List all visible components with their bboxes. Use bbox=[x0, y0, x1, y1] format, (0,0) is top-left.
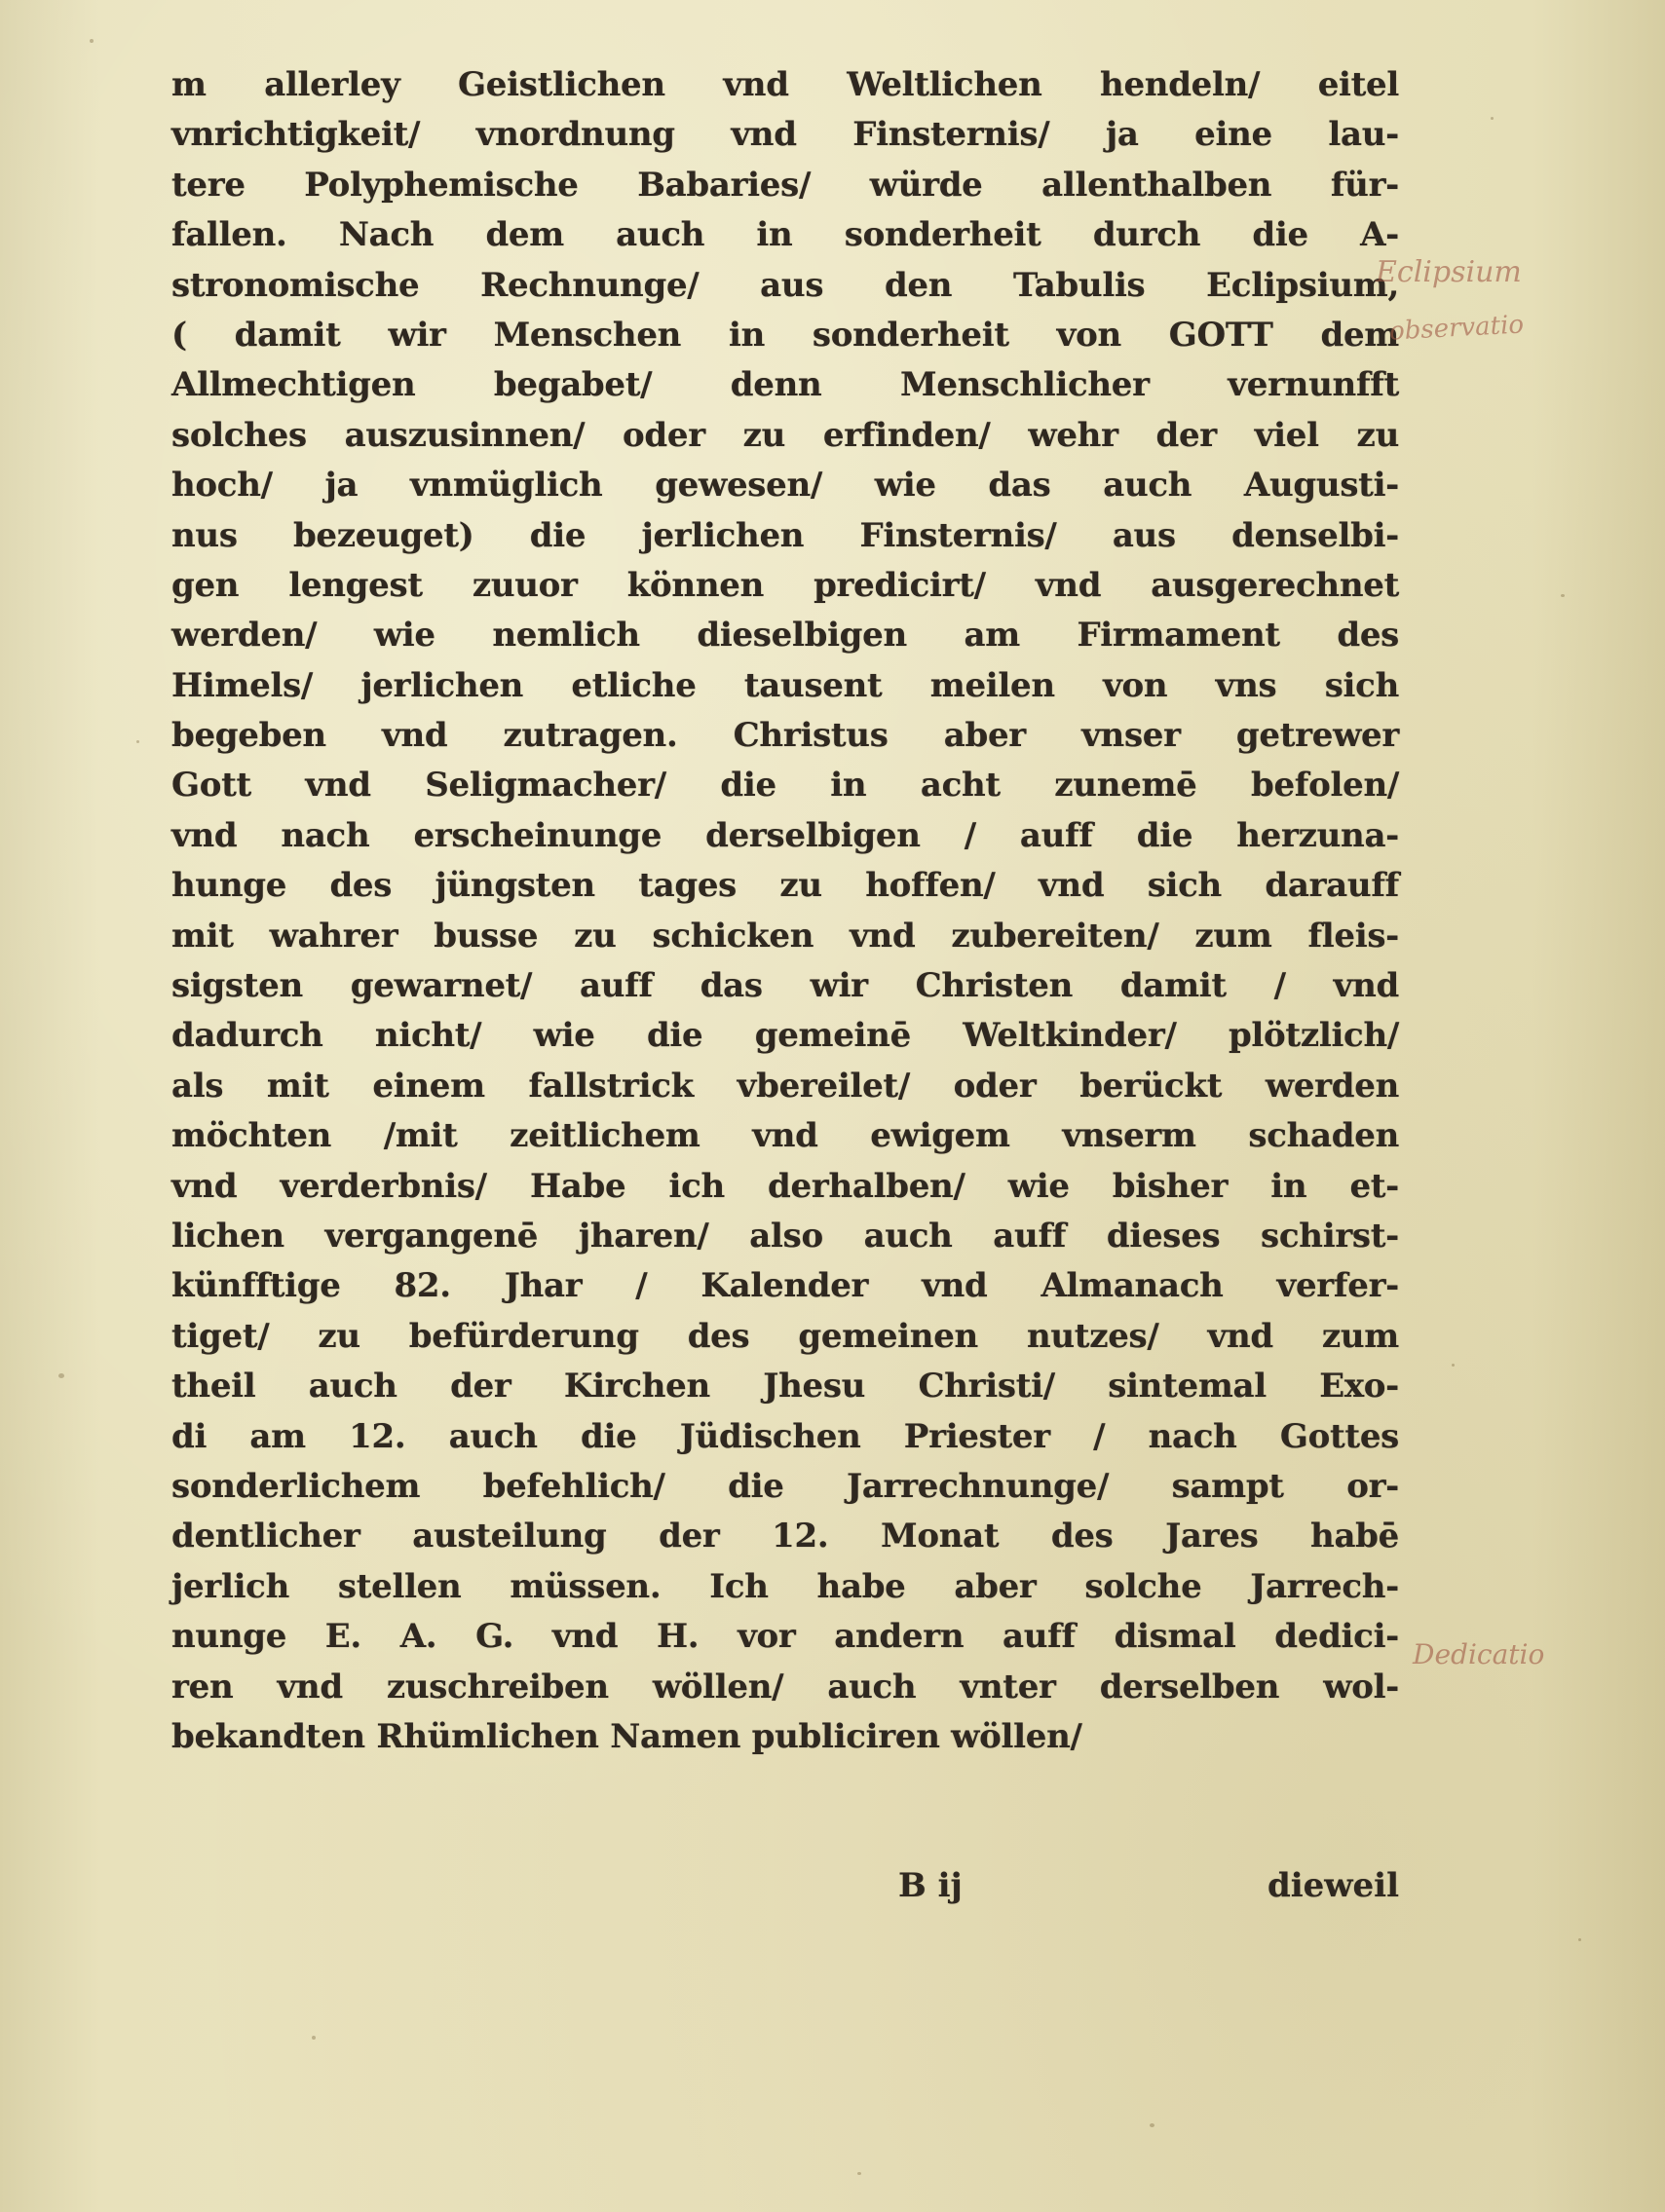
text-line: Himels/ jerlichen etliche tausent meilen von vns sich bbox=[171, 665, 1399, 705]
text-line: möchten /mit zeitlichem vnd ewigem vnserm schaden bbox=[171, 1116, 1399, 1156]
text-line: lichen vergangenē jharen/ also auch auff dieses schirst- bbox=[171, 1216, 1399, 1256]
marginal-note: Dedicatio bbox=[1413, 1638, 1545, 1670]
text-line: nunge E. A. G. vnd H. vor andern auff dismal dedici- bbox=[171, 1617, 1399, 1657]
page-footer bbox=[171, 1860, 1399, 1911]
paper-speck bbox=[312, 2036, 316, 2040]
text-line: nus bezeuget) die jerlichen Finsternis/ aus denselbi- bbox=[171, 515, 1399, 555]
text-line: vnrichtigkeit/ vnordnung vnd Finsternis/ ja eine lau- bbox=[171, 115, 1399, 155]
paper-speck bbox=[58, 1373, 64, 1378]
text-line: vnd nach erscheinunge derselbigen / auff die herzuna- bbox=[171, 815, 1399, 855]
text-line: ren vnd zuschreiben wöllen/ auch vnter derselben wol- bbox=[171, 1667, 1399, 1706]
marginal-note: Eclipsium bbox=[1376, 255, 1522, 289]
text-line: hunge des jüngsten tages zu hoffen/ vnd sich darauff bbox=[171, 866, 1399, 906]
text-line: vnd verderbnis/ Habe ich derhalben/ wie bisher in et- bbox=[171, 1166, 1399, 1206]
text-line: als mit einem fallstrick vbereilet/ oder berückt werden bbox=[171, 1066, 1399, 1106]
text-line: gen lengest zuuor können predicirt/ vnd ausgerechnet bbox=[171, 565, 1399, 605]
text-line: hoch/ ja vnmüglich gewesen/ wie das auch Augusti- bbox=[171, 466, 1399, 506]
paper-speck bbox=[90, 39, 94, 43]
text-line: jerlich stellen müssen. Ich habe aber solche Jarrech- bbox=[171, 1566, 1399, 1606]
text-line: di am 12. auch die Jüdischen Priester / nach Gottes bbox=[171, 1416, 1399, 1456]
text-line: Gott vnd Seligmacher/ die in acht zunemē befolen/ bbox=[171, 766, 1399, 806]
paper-speck bbox=[1150, 2123, 1154, 2127]
text-line: fallen. Nach dem auch in sonderheit durch die A- bbox=[171, 215, 1399, 255]
signature-mark: B ij bbox=[898, 1866, 963, 1905]
catchword: dieweil bbox=[1267, 1866, 1399, 1905]
text-line: theil auch der Kirchen Jhesu Christi/ sintemal Exo- bbox=[171, 1367, 1399, 1406]
paper-speck bbox=[1578, 1938, 1581, 1941]
text-line: m allerley Geistlichen vnd Weltlichen hendeln/ eitel bbox=[171, 65, 1399, 104]
text-line: tere Polyphemische Babaries/ würde allenthalben für- bbox=[171, 165, 1399, 205]
text-line: sigsten gewarnet/ auff das wir Christen damit / vnd bbox=[171, 966, 1399, 1006]
paper-speck bbox=[857, 2172, 861, 2175]
paper-speck bbox=[136, 740, 139, 743]
text-line: Allmechtigen begabet/ denn Menschlicher vernunfft bbox=[171, 365, 1399, 405]
text-line: künfftige 82. Jhar / Kalender vnd Almanach verfer- bbox=[171, 1266, 1399, 1306]
text-line: tiget/ zu befürderung des gemeinen nutzes/ vnd zum bbox=[171, 1316, 1399, 1356]
text-line: stronomische Rechnunge/ aus den Tabulis Eclipsium, bbox=[171, 265, 1399, 305]
text-line: werden/ wie nemlich dieselbigen am Firmament des bbox=[171, 616, 1399, 656]
text-line: ( damit wir Menschen in sonderheit von GOTT dem bbox=[171, 315, 1399, 355]
text-line: begeben vnd zutragen. Christus aber vnser getrewer bbox=[171, 716, 1399, 756]
marginal-note: observatio bbox=[1388, 310, 1525, 347]
text-line: bekandten Rhümlichen Namen publiciren wöllen/ bbox=[171, 1716, 1082, 1756]
body-text bbox=[171, 60, 1399, 1762]
text-line: dentlicher austeilung der 12. Monat des Jares habē bbox=[171, 1517, 1399, 1556]
text-line: solches auszusinnen/ oder zu erfinden/ wehr der viel zu bbox=[171, 415, 1399, 455]
text-line: dadurch nicht/ wie die gemeinē Weltkinder/ plötzlich/ bbox=[171, 1016, 1399, 1056]
text-line: mit wahrer busse zu schicken vnd zubereiten/ zum fleis- bbox=[171, 916, 1399, 956]
paper-speck bbox=[1491, 117, 1494, 120]
text-line: sonderlichem befehlich/ die Jarrechnunge/ sampt or- bbox=[171, 1466, 1399, 1506]
paper-speck bbox=[1452, 1364, 1455, 1367]
paper-speck bbox=[1561, 594, 1565, 597]
